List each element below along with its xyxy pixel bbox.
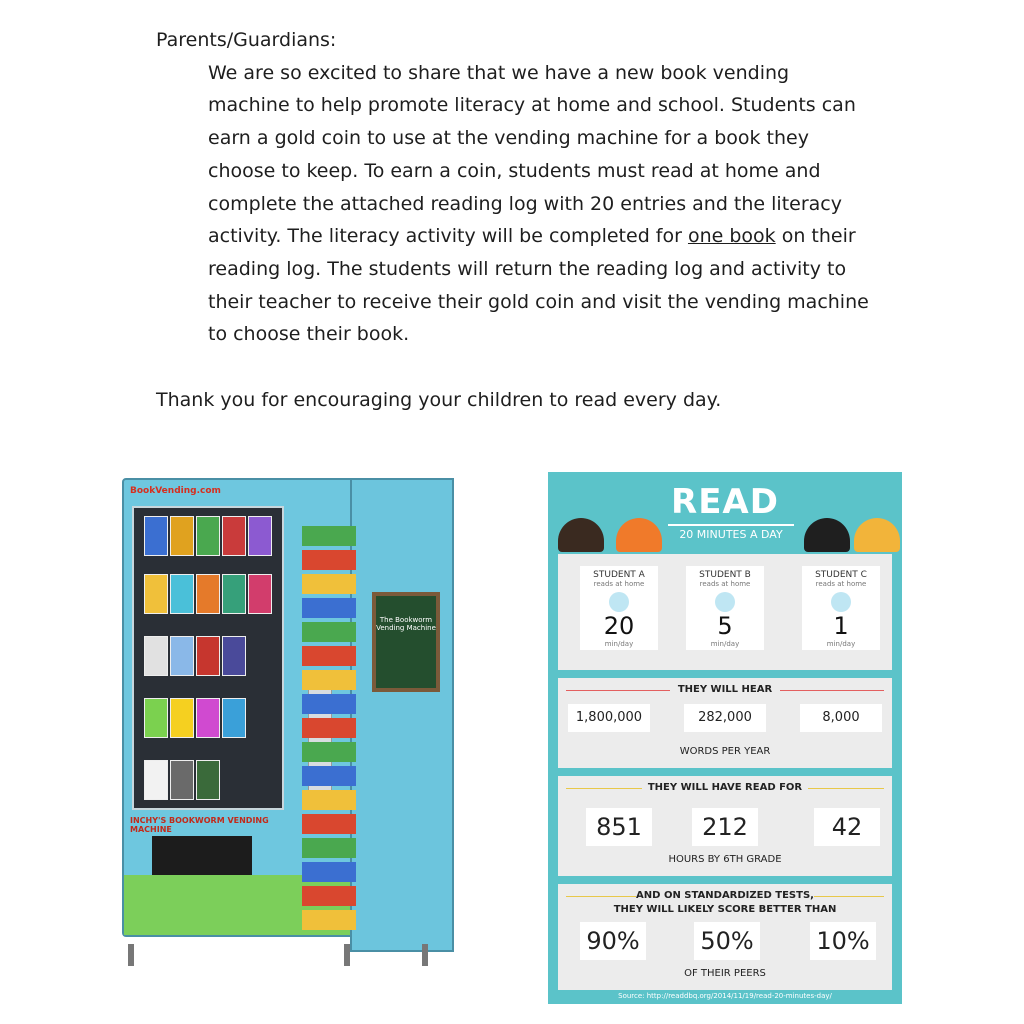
read-hours-value: 212 — [692, 808, 758, 846]
letter-text-a: We are so excited to share that we have a new book vending machine to help promote literacy at home and school. Students can earn a gold coin to use at the vending machine for a book they choose to keep. To earn a coin, students must read at home and complete the attached reading log with 20 entries and the literacy activity. The literacy activity will be completed for — [208, 61, 856, 248]
letter — [156, 24, 876, 416]
read-hours-title: THEY WILL HAVE READ FOR — [647, 782, 803, 793]
read-hours-value: 42 — [814, 808, 880, 846]
students-panel — [558, 554, 892, 670]
vending-chalkboard: The Bookworm Vending Machine — [372, 592, 440, 692]
tests-value: 10% — [810, 922, 876, 960]
hear-value: 8,000 — [800, 704, 882, 732]
infographic-subtitle: 20 MINUTES A DAY — [668, 524, 794, 541]
clock-icon — [609, 592, 629, 612]
read-hours-value: 851 — [586, 808, 652, 846]
hear-value: 1,800,000 — [568, 704, 650, 732]
vending-leg — [422, 944, 428, 966]
closing: Thank you for encouraging your children to read every day. — [156, 388, 722, 411]
student-card: STUDENT A reads at home 20 min/day — [580, 566, 658, 650]
tests-value: 50% — [694, 922, 760, 960]
hear-panel — [558, 678, 892, 768]
read-hours-footer: HOURS BY 6TH GRADE — [668, 854, 782, 865]
hear-footer: WORDS PER YEAR — [679, 746, 771, 757]
vending-leg — [344, 944, 350, 966]
tests-value: 90% — [580, 922, 646, 960]
hear-title: THEY WILL HEAR — [677, 684, 773, 695]
student-card: STUDENT B reads at home 5 min/day — [686, 566, 764, 650]
infographic-title: READ — [671, 482, 779, 522]
vending-leg — [128, 944, 134, 966]
tests-title-2: THEY WILL LIKELY SCORE BETTER THAN — [613, 904, 837, 915]
tests-footer: OF THEIR PEERS — [684, 968, 766, 979]
student-card: STUDENT C reads at home 1 min/day — [802, 566, 880, 650]
salutation: Parents/Guardians: — [156, 29, 337, 51]
vending-window — [132, 506, 284, 810]
kids-illustration — [554, 516, 896, 552]
letter-underlined: one book — [687, 225, 776, 248]
vending-front-title: INCHY'S BOOKWORM VENDING MACHINE — [130, 816, 269, 834]
read-infographic — [548, 472, 902, 1004]
vending-logo: BookVending.com — [130, 486, 221, 496]
clock-icon — [715, 592, 735, 612]
vending-book-stack-art — [302, 526, 356, 936]
vending-pickup-slot — [152, 836, 252, 876]
letter-text-b: on their reading log. The students will return the reading log and activity to their teacher to receive their gold coin and visit the vending machine to choose their book. — [208, 225, 869, 346]
letter-paragraph — [156, 57, 876, 351]
tests-title-1: AND ON STANDARDIZED TESTS, — [636, 890, 814, 901]
clock-icon — [831, 592, 851, 612]
tests-panel — [558, 884, 892, 990]
vending-machine-side — [350, 478, 454, 952]
vending-machine-image — [118, 476, 458, 986]
hear-value: 282,000 — [684, 704, 766, 732]
read-hours-panel — [558, 776, 892, 876]
infographic-source: Source: http://readdbq.org/2014/11/19/read-20-minutes-day/ — [618, 992, 832, 1000]
